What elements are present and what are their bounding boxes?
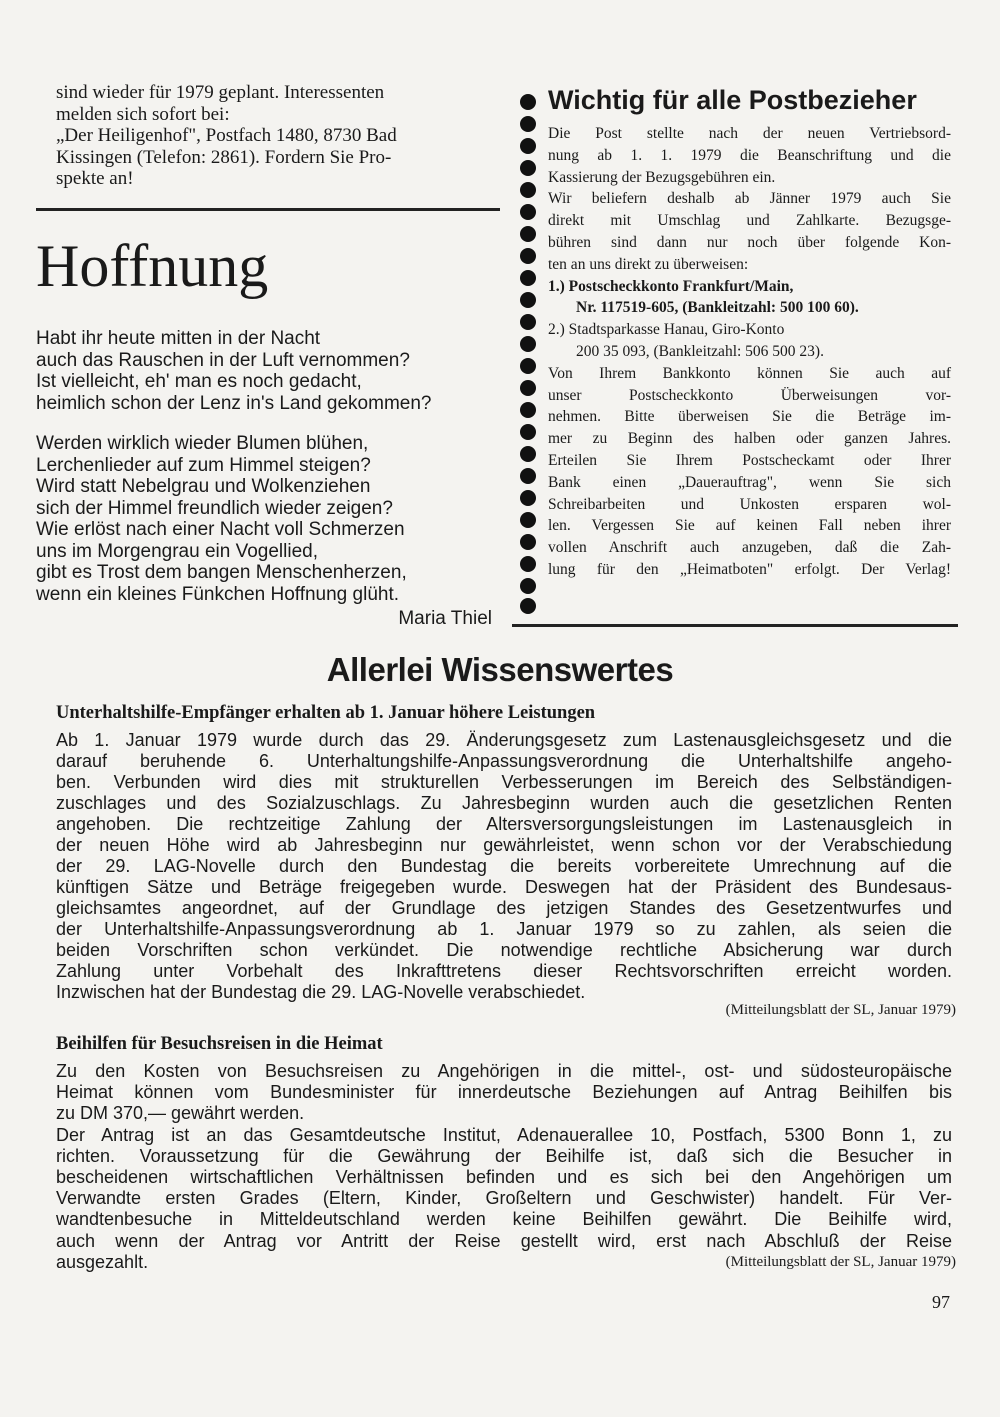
bullet-dot [520,138,536,154]
article-2-line: ausgezahlt. [56,1251,149,1272]
article-2-line: Der Antrag ist an das Gesamtdeutsche Institut, Adenauerallee 10, Postfach, 5300 Bonn 1, zu [56,1124,952,1145]
poem-stanza-2 [36,433,506,605]
poem-line: heimlich schon der Lenz in's Land gekommen? [36,392,432,414]
post-line: Kassierung der Bezugsgebühren ein. [548,168,776,186]
article-1-line: beiden Vorschriften schon verkündet. Die notwendige rechtliche Absicherung war durch [56,940,952,960]
post-line: Bank einen „Dauerauftrag", wenn Sie sich [548,473,951,491]
post-notice-body [548,123,951,581]
bullet-dot [520,270,536,286]
post-line: nehmen. Bitte überweisen Sie die Beträge im- [548,408,951,426]
post-line: direkt mit Umschlag und Zahlkarte. Bezugsge- [548,212,951,230]
post-line: Erteilen Sie Ihrem Postscheckamt oder Ihrer [548,451,951,469]
bullet-dot [520,490,536,506]
post-line: Wir beliefern deshalb ab Jänner 1979 auch Sie [548,190,951,208]
article-1-line: ben. Verbunden wird dies mit strukturellen Verbesserungen im Bereich des Selbständigen- [56,772,952,792]
article-1-line: der Unterhaltshilfe-Anpassungsverordnung ab 1. Januar 1979 so zu zahlen, als seien die [56,919,952,939]
poem-line: Habt ihr heute mitten in der Nacht [36,328,321,349]
intro-line: spekte an! [56,168,134,189]
article-2-line: bescheidenen wirtschaftlichen Verhältnissen befinden und es sich bei den Angehörigen um [56,1167,952,1188]
page-number: 97 [932,1292,950,1312]
bullet-dot [520,512,536,528]
poem-line: Wie erlöst nach einer Nacht voll Schmerzen [36,519,405,540]
post-line: vollen Anschrift auch anzugeben, daß die Zah- [548,539,951,557]
article-2-line: zu DM 370,— gewährt werden. [56,1103,305,1124]
poem-stanza-1 [36,328,506,414]
article-1-line: der neuen Höhe wird ab Jahresbeginn nur gewährleistet, wenn schon vor der Verabschiedung [56,835,952,855]
article-1-heading: Unterhaltshilfe-Empfänger erhalten ab 1. Januar höhere Leistungen [56,703,596,723]
account-2-line: 200 35 093, (Bankleitzahl: 506 500 23). [576,342,824,360]
article-1-line: angehoben. Die rechtzeitige Zahlung der Altersversorgungsleistungen im Lastenausgleich in [56,814,952,834]
poem-line: Werden wirklich wieder Blumen blühen, [36,433,369,454]
article-2-heading: Beihilfen für Besuchsreisen in die Heimat [56,1034,383,1054]
bullet-dot [520,204,536,220]
bullet-dot [520,534,536,550]
bullet-dot [520,424,536,440]
account-1-line: Nr. 117519-605, (Bankleitzahl: 500 100 60). [576,299,859,317]
article-1-line: Zahlung unter Vorbehalt des Inkrafttretens dieser Rechtsvorschriften erreicht worden. [56,961,952,981]
bullet-dot [520,578,536,594]
article-1-line: künftigen Sätze und Beträge freigegeben wurde. Deswegen hat der Präsident des Bundesaus- [56,877,952,897]
poem-line: Ist vielleicht, eh' man es noch gedacht, [36,371,362,392]
post-line: lung für den „Heimatboten" erfolgt. Der Verlag! [548,560,951,578]
post-line: ten an uns direkt zu überweisen: [548,255,749,273]
poem-line: gibt es Trost dem bangen Menschenherzen, [36,562,407,583]
article-2-line: wandtenbesuche in Mitteldeutschland werden keine Beihilfen gewährt. Die Beihilfe wird, [56,1209,952,1230]
bullet-dot [520,598,536,614]
bullet-dot [520,248,536,264]
bullet-dot [520,116,536,132]
article-1-line: gleichsamtes angeordnet, auf der Grundlage des jetzigen Standes des Gesetzentwurfes und [56,898,952,918]
article-2-line: Verwandte ersten Grades (Eltern, Kinder, Großeltern und Geschwister) handelt. Für Ver- [56,1188,952,1209]
article-1-source: (Mitteilungsblatt der SL, Januar 1979) [725,1002,956,1018]
section-title: Allerlei Wissenswertes [326,651,674,688]
article-2-body [56,1061,952,1273]
poem-author: Maria Thiel [398,608,492,629]
article-2-line: auch wenn der Antrag vor Antritt der Reise gestellt wird, erst nach Abschluß der Reise [56,1230,952,1251]
bullet-dot [520,160,536,176]
post-line: nung ab 1. 1. 1979 die Beanschriftung und die [548,146,951,164]
bullet-dot [520,226,536,242]
bullet-dot [520,402,536,418]
poem-line: sich der Himmel freundlich wieder zeigen? [36,497,393,519]
intro-line: sind wieder für 1979 geplant. Interessenten [56,82,385,103]
article-1-line: darauf beruhende 6. Unterhaltungshilfe-Anpassungsverordnung die Unterhaltshilfe angeho- [56,751,952,771]
intro-line: „Der Heiligenhof", Postfach 1480, 8730 Bad [56,125,397,146]
post-line: mer zu Beginn des halben oder ganzen Jahres. [548,430,951,448]
article-1-body [56,730,952,1003]
bullet-dot [520,380,536,396]
divider-rule [36,208,500,211]
poem-line: uns im Morgengrau ein Vogellied, [36,540,319,562]
intro-line: melden sich sofort bei: [56,103,230,125]
intro-paragraph [56,82,496,190]
poem-title: Hoffnung [36,233,269,299]
article-2-source: (Mitteilungsblatt der SL, Januar 1979) [725,1254,956,1270]
poem-line: Wird statt Nebelgrau und Wolkenziehen [36,476,371,497]
article-1-line: Ab 1. Januar 1979 wurde durch das 29. Änderungsgesetz zum Lastenausgleichsgesetz und die [56,730,952,750]
article-1-line: zuschlages und des Sozialzuschlags. Zu Jahresbeginn wurden auch die gesetzlichen Renten [56,793,952,813]
bullet-dot [520,556,536,572]
post-notice-title: Wichtig für alle Postbezieher [548,85,917,115]
bullet-dot [520,292,536,308]
post-line: unser Postscheckkonto Überweisungen vor- [548,386,951,404]
bullet-dot [520,468,536,484]
bullet-dot [520,94,536,110]
poem-line: Lerchenlieder auf zum Himmel steigen? [36,454,371,476]
article-1-line: der 29. LAG-Novelle durch den Bundestag die bereits vorbereitete Umrechnung auf die [56,856,952,876]
bullet-dot [520,182,536,198]
bullet-dot [520,358,536,374]
bullet-dot [520,446,536,462]
post-line: Von Ihrem Bankkonto können Sie auch auf [548,364,951,382]
poem-line: wenn ein kleines Fünkchen Hoffnung glüht. [36,583,400,605]
post-line: bühren sind dann nur noch über folgende Kon- [548,233,951,251]
article-2-line: Zu den Kosten von Besuchsreisen zu Angehörigen in die mittel-, ost- und südosteuropäische [56,1061,952,1081]
account-2-line: 2.) Stadtsparkasse Hanau, Giro-Konto [548,321,785,339]
article-2-line: Heimat können vom Bundesminister für innerdeutsche Beziehungen auf Antrag Beihilfen bis [56,1082,952,1103]
divider-rule [512,624,958,627]
poem-line: auch das Rauschen in der Luft vernommen? [36,349,410,371]
article-2-line: richten. Voraussetzung für die Gewährung der Beihilfe ist, daß sich die Besucher in [56,1145,952,1166]
intro-line: Kissingen (Telefon: 2861). Fordern Sie Pro- [56,146,392,168]
post-line: Schreibarbeiten und Unkosten ersparen wol- [548,495,951,513]
post-line: Die Post stellte nach der neuen Vertriebsord- [548,125,951,142]
account-1-line: 1.) Postscheckkonto Frankfurt/Main, [548,277,794,295]
bullet-dot [520,336,536,352]
article-1-line: Inzwischen hat der Bundestag die 29. LAG-Novelle verabschiedet. [56,982,586,1002]
post-line: len. Vergessen Sie auf keinen Fall neben ihrer [548,517,951,535]
bullet-dot [520,314,536,330]
